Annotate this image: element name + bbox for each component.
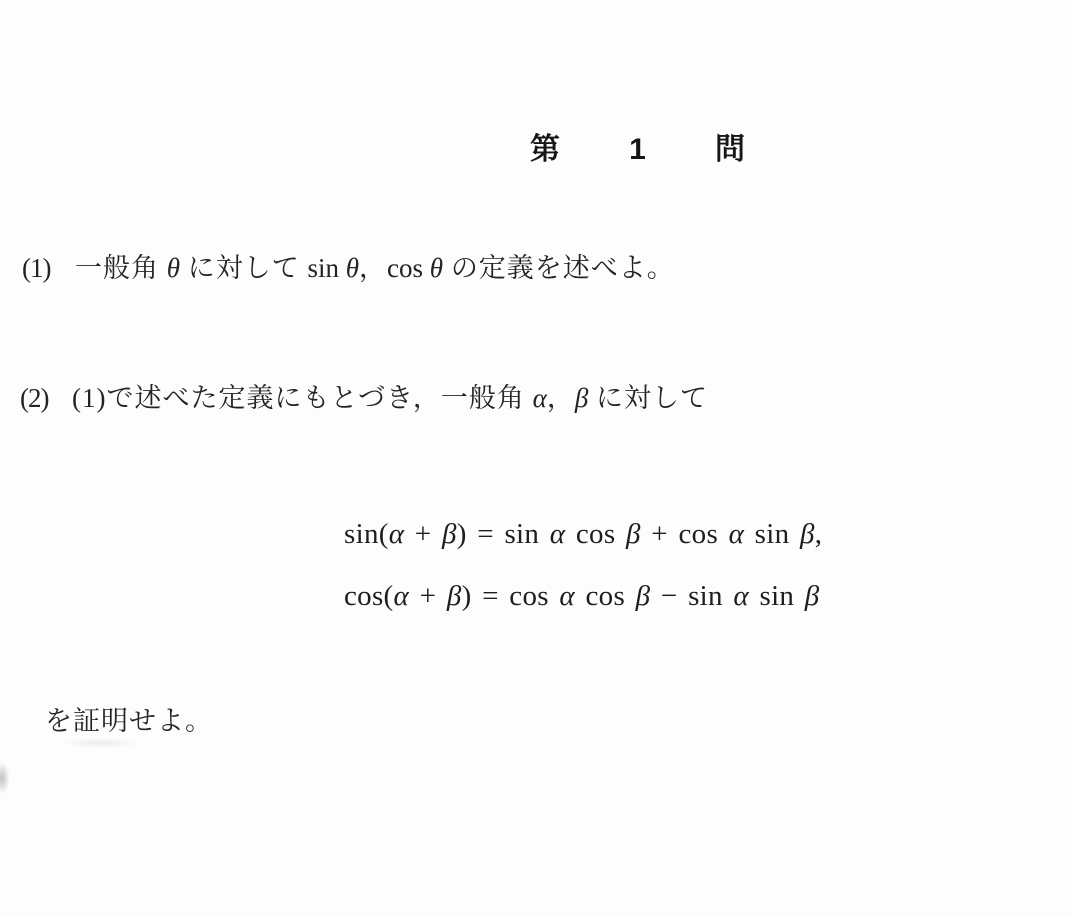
question-1-text: 一般角 θ に対して sin θ，cos θ の定義を述べよ。 xyxy=(75,253,675,283)
question-1-label: (1) xyxy=(22,253,51,283)
problem-title-kanji-mon: 問 xyxy=(715,133,745,166)
question-2-text: (1)で述べた定義にもとづき，一般角 α，β に対して xyxy=(72,383,709,413)
scan-smudge-faint xyxy=(62,738,142,748)
problem-number: 1 xyxy=(629,133,646,166)
closing-instruction: を証明せよ。 xyxy=(45,706,213,736)
question-2 xyxy=(20,380,708,416)
problem-title xyxy=(530,124,745,168)
question-1 xyxy=(22,250,675,286)
problem-title-kanji-dai: 第 xyxy=(530,133,560,166)
equation-sin-addition: sin(α + β) = sin α cos β + cos α sin β, xyxy=(344,518,823,550)
scan-smudge-left-edge xyxy=(0,762,10,794)
question-2-label: (2) xyxy=(20,383,49,413)
equation-cos-addition: cos(α + β) = cos α cos β − sin α sin β xyxy=(344,580,820,612)
